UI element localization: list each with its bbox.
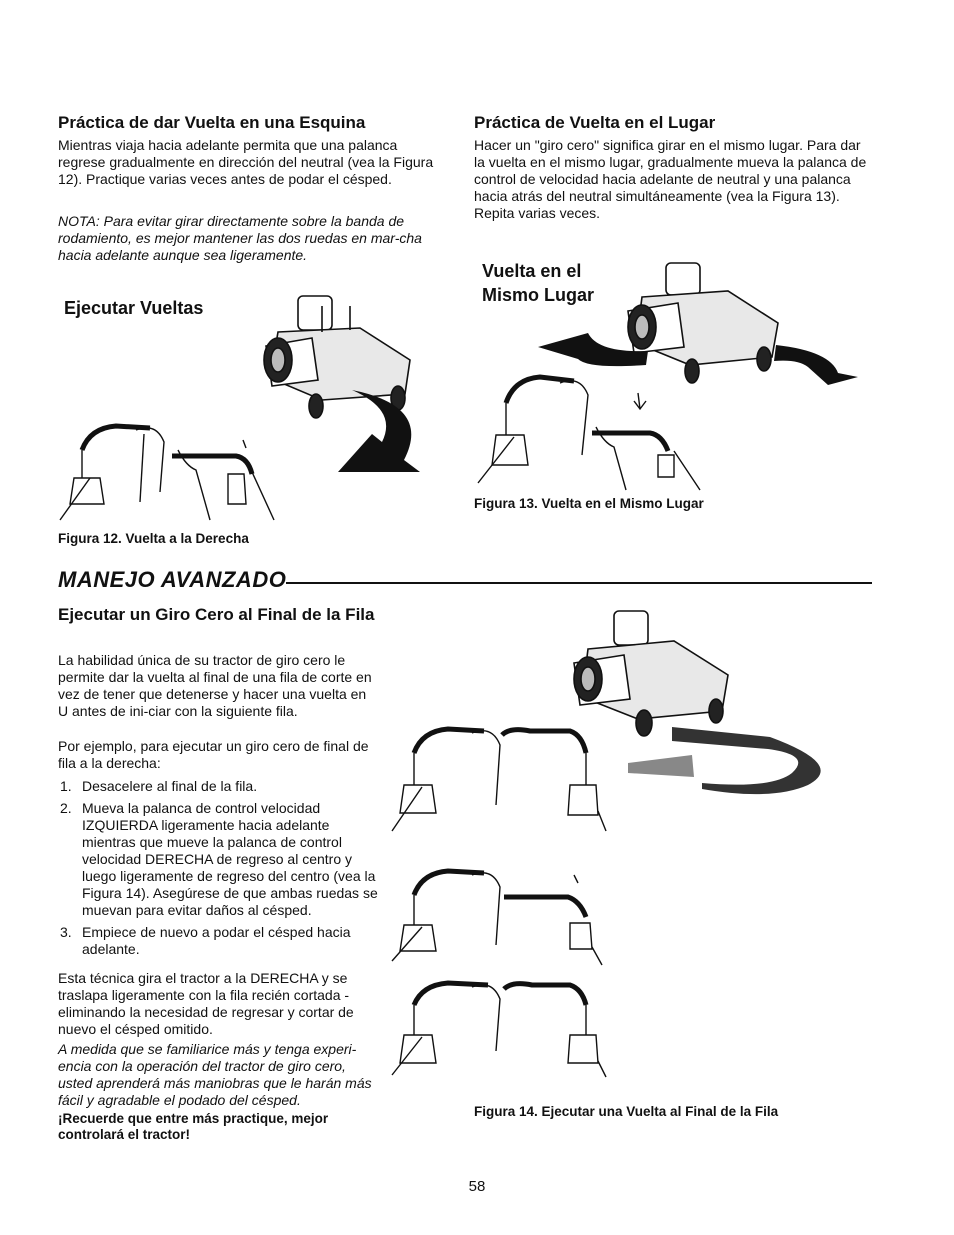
- figure12-illustration: [60, 282, 420, 522]
- turn-arrow-icon: [672, 727, 821, 794]
- reminder-paragraph: ¡Recuerde que entre más practique, mejor controlará el tractor!: [58, 1111, 329, 1142]
- mower-icon: [574, 611, 728, 736]
- page-number: 58: [468, 1178, 486, 1195]
- spot-turn-paragraph: Hacer un "giro cero" significa girar en el mismo lugar. Para dar la vuelta en el mismo lugar, gradualmente mueva la palanca de control de velocidad hacia adelante de neutral y una palanca hacia atrás del neutral simultáneamente (vea la Figura 13). Repita varias veces.: [474, 137, 867, 221]
- step-number: 2.: [60, 800, 72, 816]
- technique-paragraph: Esta técnica gira el tractor a la DERECHA y se traslapa ligeramente con la fila recién cortada - eliminando la necesidad de regresar y cortar de nuevo el césped omitido.: [58, 970, 354, 1037]
- subsection-heading: Ejecutar un Giro Cero al Final de la Fila: [58, 605, 375, 624]
- figure13-illustration: [478, 255, 868, 490]
- corner-turn-paragraph: Mientras viaja hacia adelante permita que una palanca regrese gradualmente en dirección del neutral (vea la Figura 12). Practique varias veces antes de podar el césped.: [58, 137, 434, 187]
- control-levers-icon: [478, 377, 700, 490]
- intro-paragraph: La habilidad única de su tractor de giro cero le permite dar la vuelta al final de una fila de corte en vez de tener que detenerse y hacer una vuelta en U antes de ini-ciar con la siguiente fila.: [58, 652, 372, 719]
- familiarize-paragraph: A medida que se familiarice más y tenga experi-encia con la operación del tractor de giro cero, usted aprenderá más maniobras que le harán más fácil y agradable el podado del césped.: [58, 1041, 372, 1108]
- section-rule: [286, 582, 872, 584]
- control-levers-pair-bottom: [392, 983, 606, 1077]
- figure12-caption: Figura 12. Vuelta a la Derecha: [58, 531, 249, 546]
- step-text: Mueva la palanca de control velocidad IZQUIERDA ligeramente hacia adelante mientras que mueve la palanca de control velocidad DERECHA de regreso al centro y luego ligeramente de regreso del centro (vea la Figura 14). Asegúrese de que ambas ruedas se muevan para evitar daños al césped.: [82, 800, 378, 918]
- example-paragraph: Por ejemplo, para ejecutar un giro cero de final de fila a la derecha:: [58, 738, 369, 771]
- control-levers-pair-middle: [392, 871, 602, 965]
- figure13-title-line2: Mismo Lugar: [482, 285, 595, 305]
- corner-turn-note: NOTA: Para evitar girar directamente sobre la banda de rodamiento, es mejor mantener las dos ruedas en mar-cha hacia adelante aunque sea ligeramente.: [58, 213, 422, 263]
- figure13-title-line1: Vuelta en el: [482, 261, 582, 281]
- mower-icon: [264, 296, 410, 418]
- control-levers-icon: [60, 426, 274, 520]
- list-item: [58, 924, 380, 958]
- step-number: 3.: [60, 924, 72, 940]
- list-item: [58, 800, 380, 919]
- section-heading-spot-turn: Práctica de Vuelta en el Lugar: [474, 113, 716, 132]
- list-item: [58, 778, 380, 795]
- section-heading-corner-turn: Práctica de dar Vuelta en una Esquina: [58, 113, 366, 132]
- step-number: 1.: [60, 778, 72, 794]
- figure12-title: Ejecutar Vueltas: [64, 298, 204, 318]
- right-arrow-icon: [774, 345, 858, 385]
- control-levers-pair-top: [392, 729, 606, 831]
- figure14-illustration: [392, 605, 862, 1083]
- return-arrow-icon: [628, 755, 694, 777]
- steps-list: [58, 778, 380, 963]
- turn-arrow-icon: [338, 390, 420, 472]
- step-text: Desacelere al final de la fila.: [82, 778, 258, 794]
- section-title: MANEJO AVANZADO: [58, 567, 287, 592]
- figure14-caption: Figura 14. Ejecutar una Vuelta al Final de la Fila: [474, 1104, 779, 1119]
- figure13-caption: Figura 13. Vuelta en el Mismo Lugar: [474, 496, 704, 511]
- step-text: Empiece de nuevo a podar el césped hacia adelante.: [82, 924, 351, 957]
- mower-icon: [628, 263, 778, 383]
